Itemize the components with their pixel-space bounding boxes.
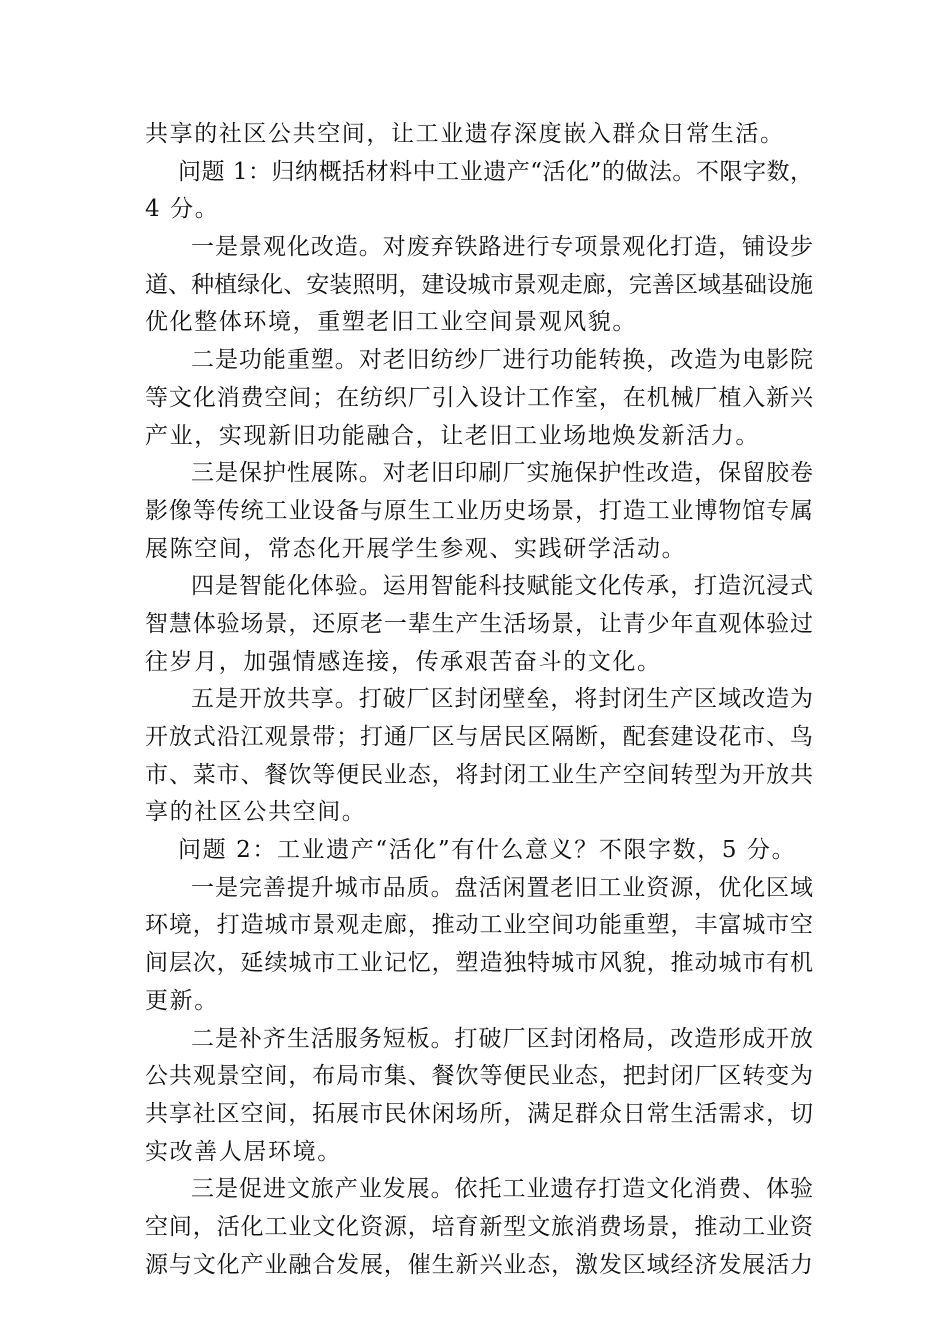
question-line: 问题 1：归纳概括材料中工业遗产“活化”的做法。不限字数， — [178, 158, 813, 185]
text-line: 二是补齐生活服务短板。打破厂区封闭格局，改造形成开放 — [191, 1025, 813, 1052]
text-line: 展陈空间，常态化开展学生参观、实践研学活动。 — [145, 535, 687, 562]
question-line: 问题 2：工业遗产“活化”有什么意义？不限字数，5 分。 — [178, 837, 797, 864]
text-line: 三是促进文旅产业发展。依托工业遗存打造文化消费、体验 — [191, 1176, 813, 1203]
text-line: 三是保护性展陈。对老旧印刷厂实施保护性改造，保留胶卷 — [191, 460, 813, 487]
text-line: 优化整体环境，重塑老旧工业空间景观风貌。 — [145, 309, 637, 336]
text-line: 环境，打造城市景观走廊，推动工业空间功能重塑，丰富城市空 — [145, 912, 813, 939]
text-line: 实改善人居环境。 — [145, 1138, 342, 1165]
text-line: 源与文化产业融合发展，催生新兴业态，激发区域经济发展活力 — [145, 1251, 813, 1278]
text-line: 共享的社区公共空间，让工业遗存深度嵌入群众日常生活。 — [145, 121, 785, 147]
text-line: 道、种植绿化、安装照明，建设城市景观走廊，完善区域基础设施 — [145, 271, 813, 298]
text-line: 智慧体验场景，还原老一辈生产生活场景，让青少年直观体验过 — [145, 610, 813, 637]
text-line: 更新。 — [145, 987, 219, 1014]
text-line: 等文化消费空间；在纺织厂引入设计工作室，在机械厂植入新兴 — [145, 384, 813, 411]
text-line: 享的社区公共空间。 — [145, 799, 367, 826]
text-line: 市、菜市、餐饮等便民业态，将封闭工业生产空间转型为开放共 — [145, 761, 813, 788]
text-line: 五是开放共享。打破厂区封闭壁垒，将封闭生产区域改造为 — [191, 686, 813, 713]
text-line: 间层次，延续城市工业记忆，塑造独特城市风貌，推动城市有机 — [145, 950, 813, 977]
text-line: 空间，活化工业文化资源，培育新型文旅消费场景，推动工业资 — [145, 1213, 813, 1240]
text-line: 二是功能重塑。对老旧纺纱厂进行功能转换，改造为电影院 — [191, 347, 813, 374]
text-line: 4 分。 — [145, 196, 220, 223]
text-line: 影像等传统工业设备与原生工业历史场景，打造工业博物馆专属 — [145, 497, 813, 524]
text-line: 共享社区空间，拓展市民休闲场所，满足群众日常生活需求，切 — [145, 1100, 813, 1127]
text-line: 一是完善提升城市品质。盘活闲置老旧工业资源，优化区域 — [191, 874, 813, 901]
document-body — [145, 116, 813, 1284]
text-line: 四是智能化体验。运用智能科技赋能文化传承，打造沉浸式 — [191, 573, 813, 600]
text-line: 往岁月，加强情感连接，传承艰苦奋斗的文化。 — [145, 648, 662, 675]
text-line: 开放式沿江观景带；打通厂区与居民区隔断，配套建设花市、鸟 — [145, 724, 813, 750]
text-line: 公共观景空间，布局市集、餐饮等便民业态，把封闭厂区转变为 — [145, 1063, 813, 1090]
text-line: 一是景观化改造。对废弃铁路进行专项景观化打造，铺设步 — [191, 234, 813, 261]
text-line: 产业，实现新旧功能融合，让老旧工业场地焕发新活力。 — [145, 422, 760, 449]
